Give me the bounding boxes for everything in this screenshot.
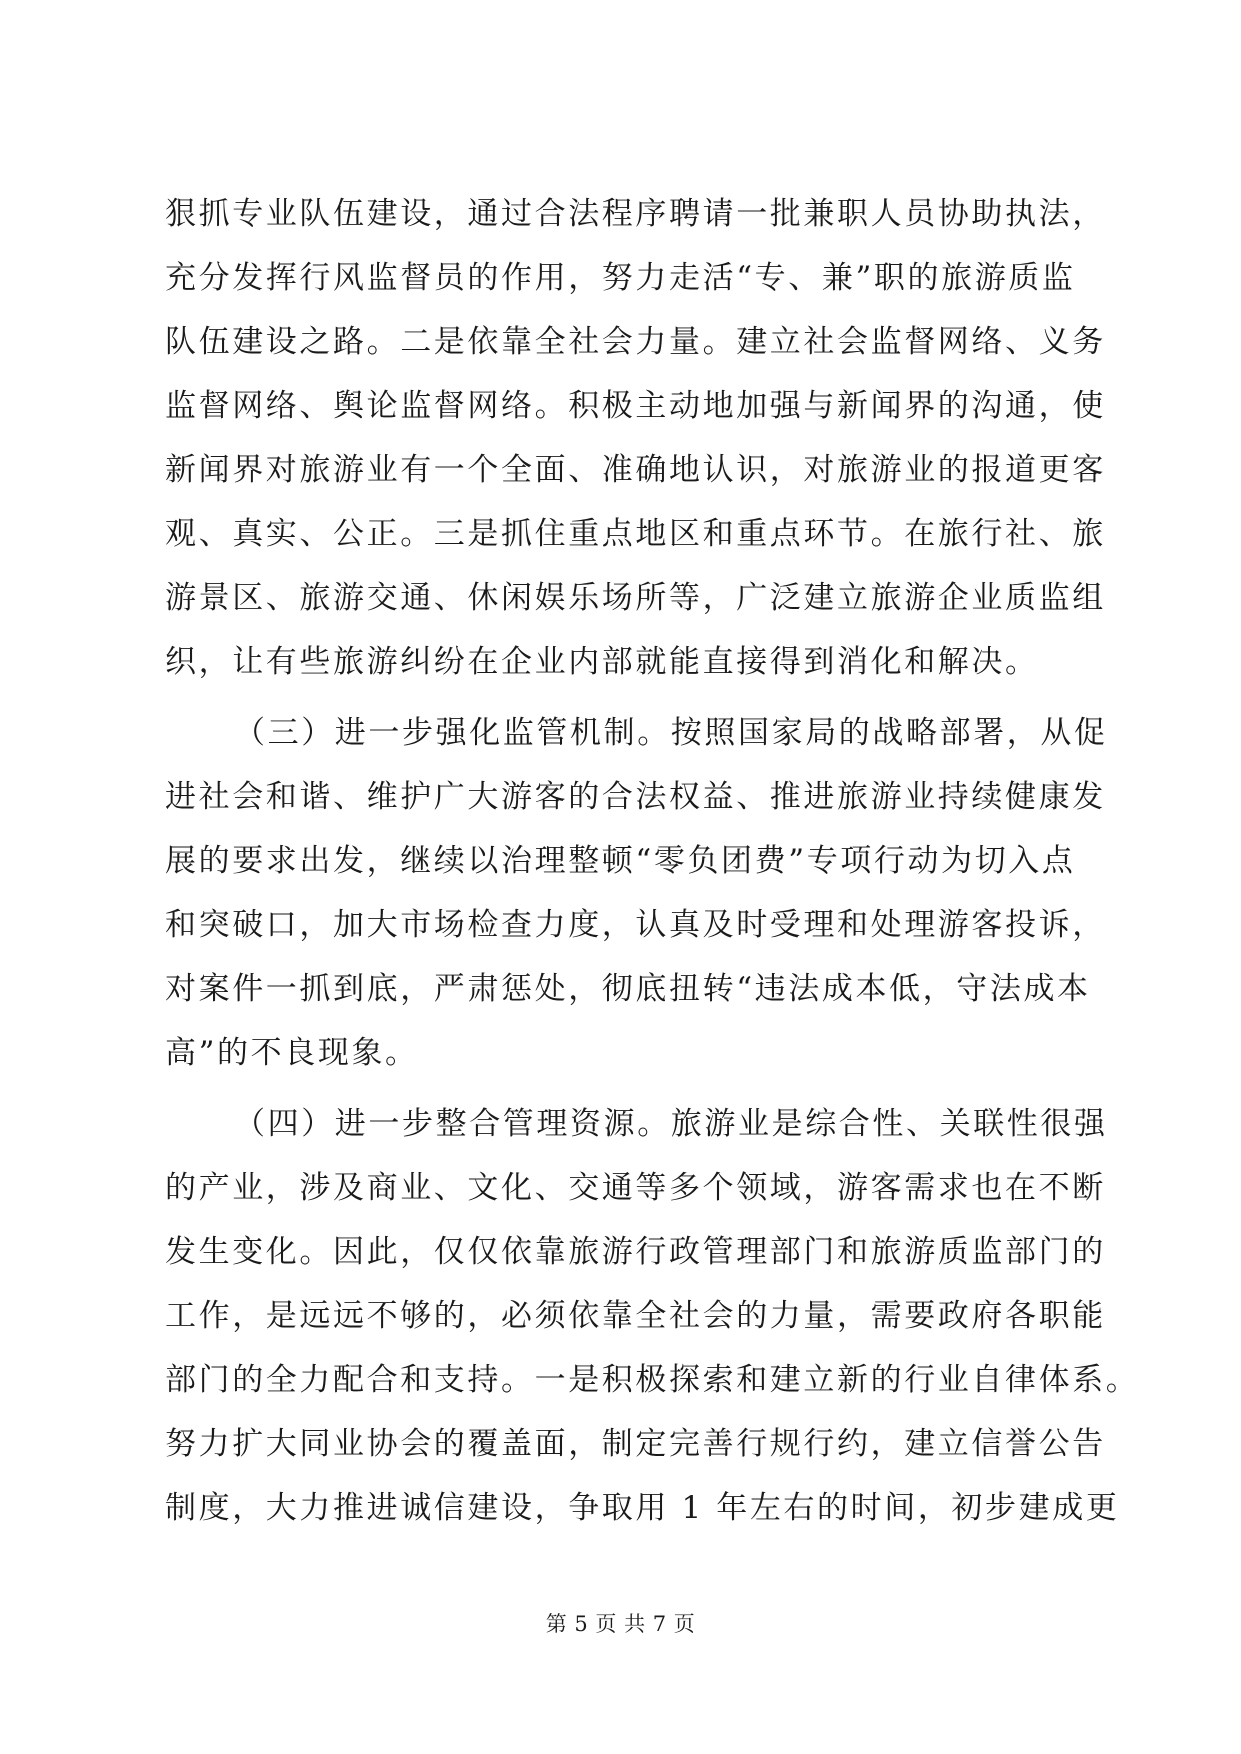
text-line: 高”的不良现象。	[165, 1035, 419, 1071]
paragraph-heading-3: （三）进一步强化监管机制。按照国家局的战略部署，从促	[234, 715, 1108, 751]
text-line: 对案件一抓到底，严肃惩处，彻底扭转“违法成本低，守法成本	[165, 971, 1091, 1007]
text-line: 观、真实、公正。三是抓住重点地区和重点环节。在旅行社、旅	[165, 516, 1106, 552]
text-line: 监督网络、舆论监督网络。积极主动地加强与新闻界的沟通，使	[165, 388, 1106, 424]
text-line: 充分发挥行风监督员的作用，努力走活“专、兼”职的旅游质监	[165, 260, 1076, 296]
text-line: 努力扩大同业协会的覆盖面，制定完善行规行约，建立信誉公告	[165, 1426, 1106, 1462]
text-line: 进社会和谐、维护广大游客的合法权益、推进旅游业持续健康发	[165, 779, 1106, 815]
paragraph-heading-4: （四）进一步整合管理资源。旅游业是综合性、关联性很强	[234, 1106, 1108, 1142]
text-line: 制度，大力推进诚信建设，争取用 1 年左右的时间，初步建成更	[165, 1490, 1120, 1526]
text-line: 队伍建设之路。二是依靠全社会力量。建立社会监督网络、义务	[165, 324, 1106, 360]
text-line: 织，让有些旅游纠纷在企业内部就能直接得到消化和解决。	[165, 644, 1039, 680]
text-line: 新闻界对旅游业有一个全面、准确地认识，对旅游业的报道更客	[165, 452, 1106, 488]
text-line: 工作，是远远不够的，必须依靠全社会的力量，需要政府各职能	[165, 1298, 1106, 1334]
text-line: 发生变化。因此，仅仅依靠旅游行政管理部门和旅游质监部门的	[165, 1234, 1106, 1270]
text-line: 展的要求出发，继续以治理整顿“零负团费”专项行动为切入点	[165, 843, 1076, 879]
text-line: 游景区、旅游交通、休闲娱乐场所等，广泛建立旅游企业质监组	[165, 580, 1106, 616]
page-number-footer: 第 5 页 共 7 页	[545, 1612, 696, 1636]
text-line: 部门的全力配合和支持。一是积极探索和建立新的行业自律体系。	[165, 1362, 1140, 1398]
text-line: 和突破口，加大市场检查力度，认真及时受理和处理游客投诉，	[165, 907, 1106, 943]
text-line: 狠抓专业队伍建设，通过合法程序聘请一批兼职人员协助执法，	[165, 196, 1106, 232]
text-line: 的产业，涉及商业、文化、交通等多个领域，游客需求也在不断	[165, 1170, 1106, 1206]
